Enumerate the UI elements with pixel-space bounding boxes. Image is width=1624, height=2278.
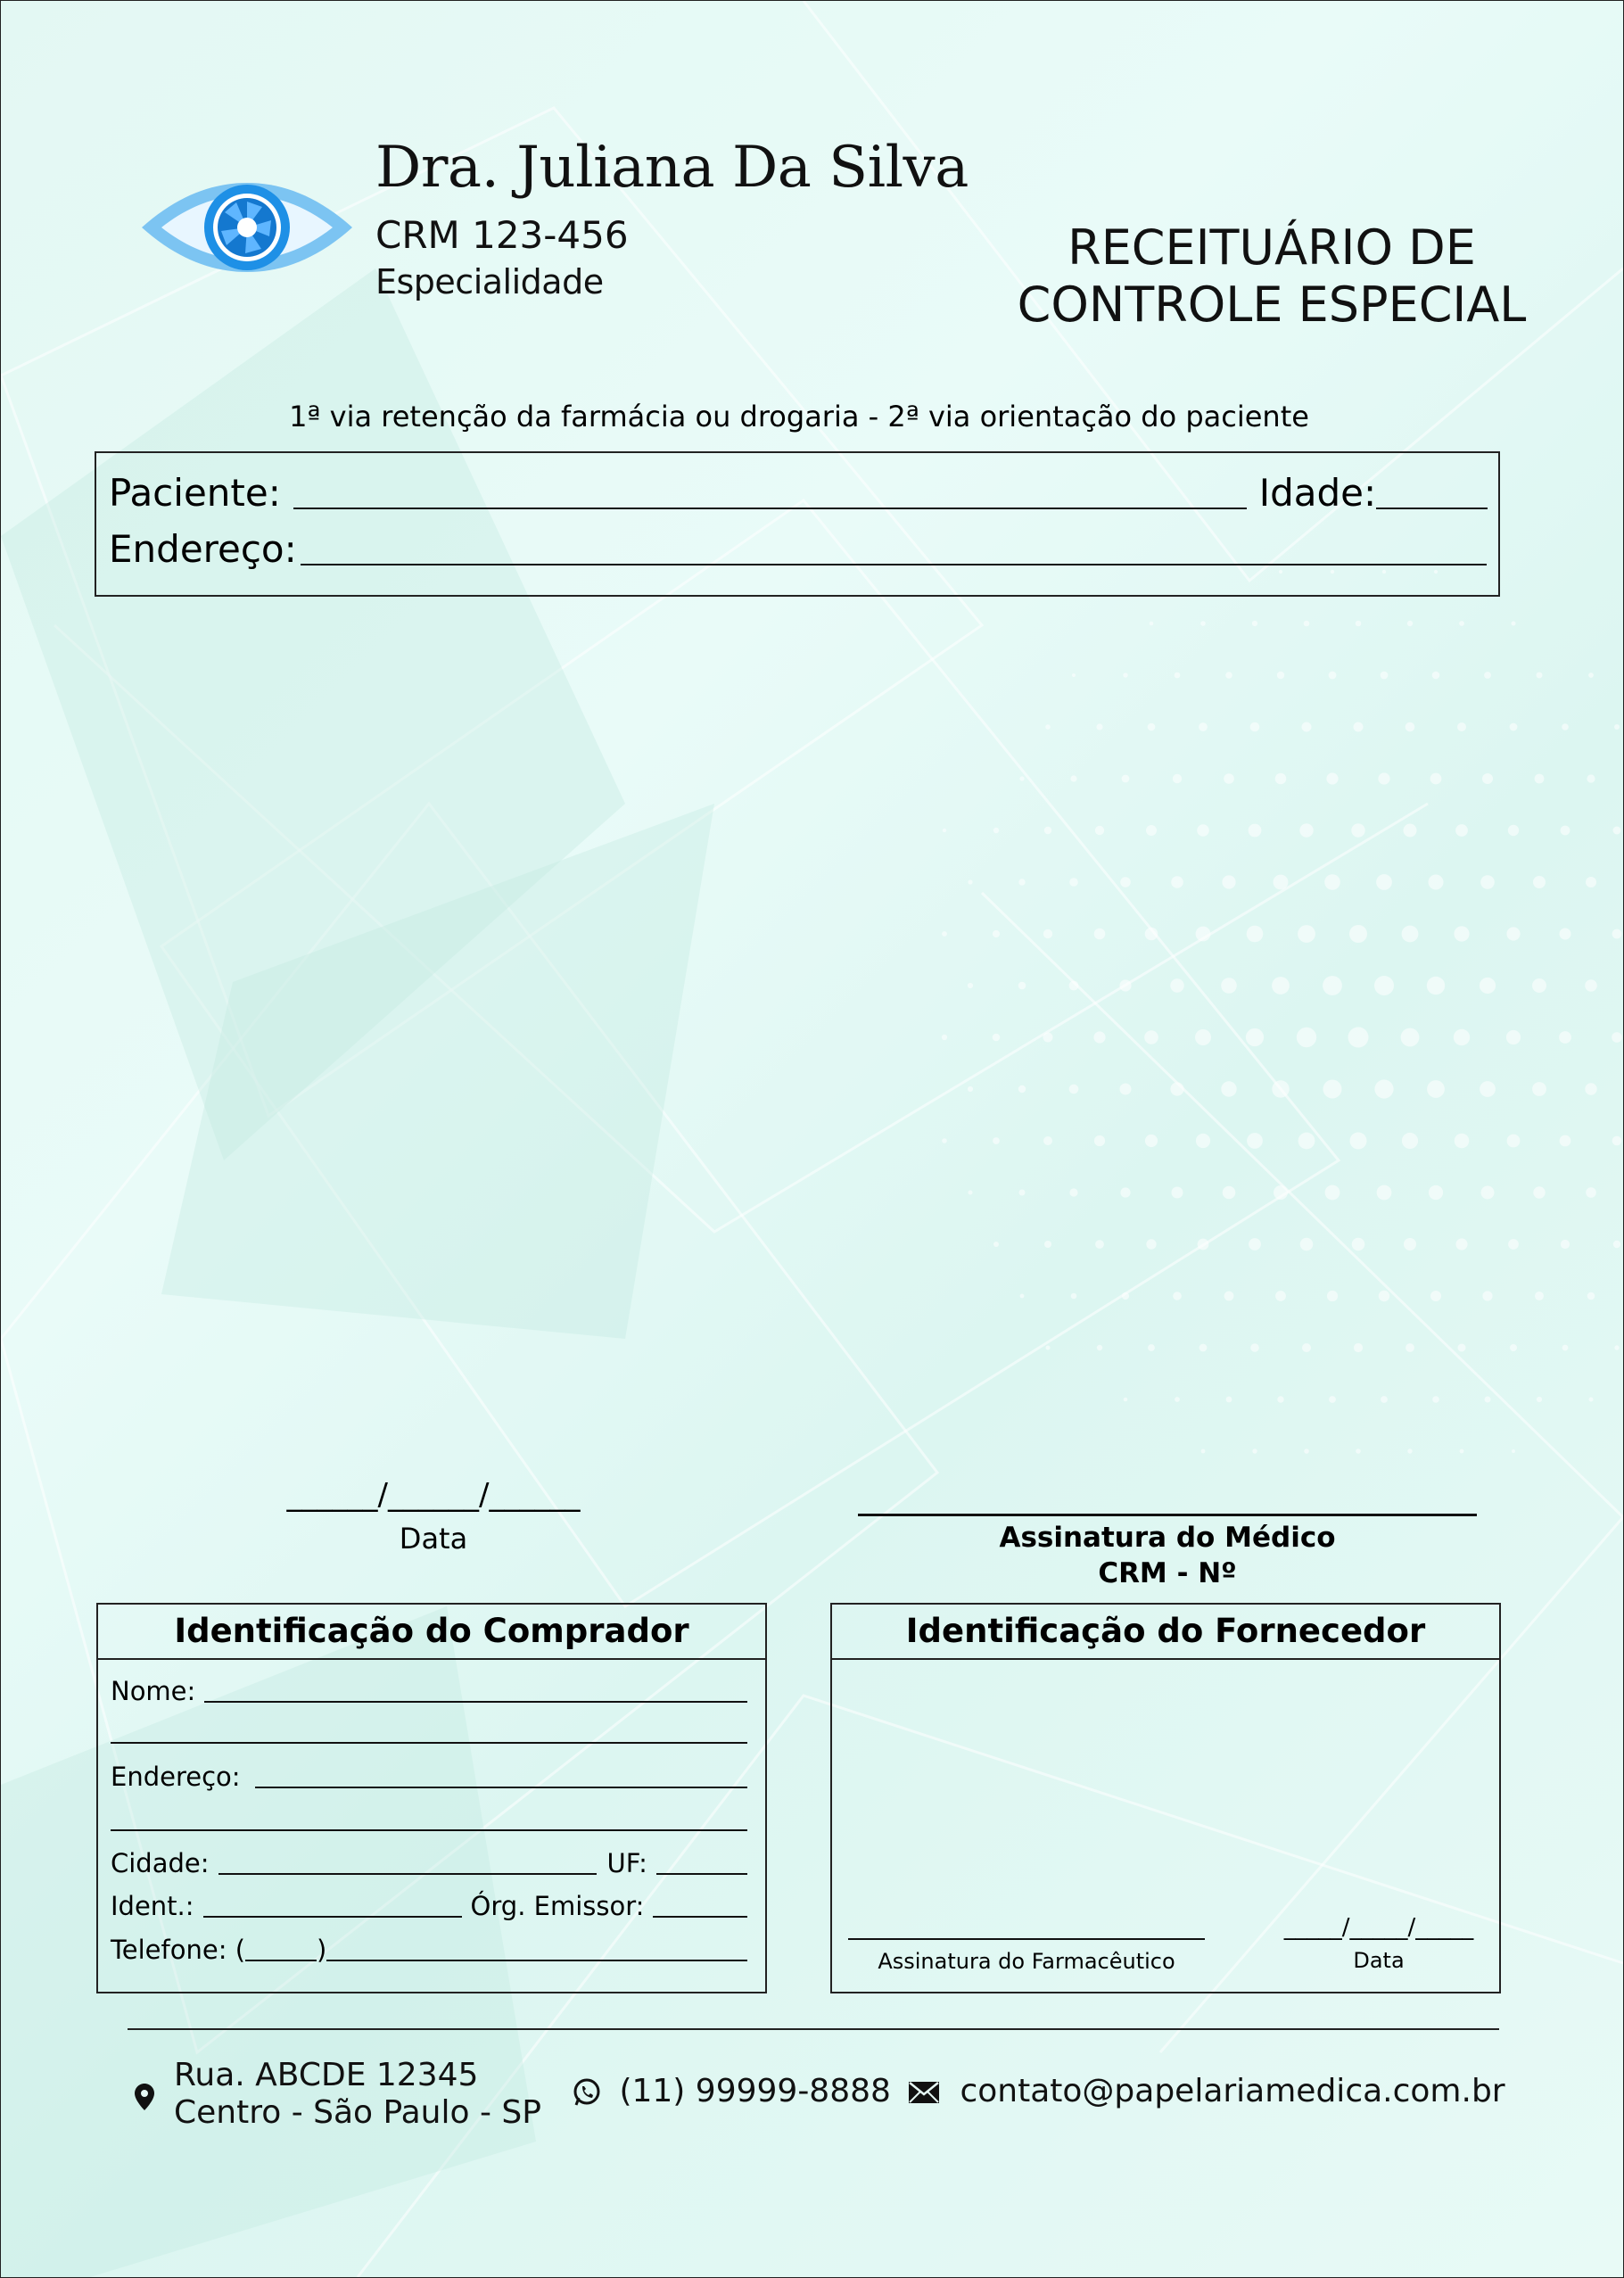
buyer-name-field[interactable]: [204, 1674, 747, 1703]
date-caption: Data: [399, 1522, 468, 1556]
patient-name-field[interactable]: [293, 474, 1247, 509]
prescription-date: [286, 1477, 581, 1556]
buyer-name-label: Nome:: [111, 1676, 196, 1706]
footer-email: [909, 2073, 1505, 2109]
buyer-ident-field[interactable]: [203, 1889, 462, 1918]
title-line-2: CONTROLE ESPECIAL: [1017, 276, 1527, 333]
eye-logo-icon: [142, 177, 352, 277]
address-line-2: Centro - São Paulo - SP: [174, 2094, 541, 2131]
buyer-uf-field[interactable]: [656, 1846, 747, 1875]
email-address[interactable]: contato@papelariamedica.com.br: [960, 2073, 1505, 2109]
doctor-name: Dra. Juliana Da Silva: [375, 135, 969, 201]
buyer-phone-area-field[interactable]: [245, 1933, 317, 1961]
buyer-identification-box: [96, 1603, 767, 1993]
supplier-date-area: [1273, 1914, 1485, 1973]
map-pin-icon: [135, 2084, 154, 2110]
doctor-crm-label: CRM - Nº: [1098, 1557, 1237, 1589]
patient-label: Paciente:: [109, 471, 281, 515]
buyer-name-field-2[interactable]: [111, 1715, 747, 1744]
buyer-address-field-2[interactable]: [111, 1803, 747, 1831]
doctor-signature-label: Assinatura do Médico: [999, 1522, 1336, 1554]
age-label: Idade:: [1258, 471, 1377, 515]
buyer-uf-label: UF:: [606, 1848, 647, 1878]
address-label: Endereço:: [109, 527, 297, 571]
patient-info-box: [95, 451, 1500, 597]
date-blank-field[interactable]: ______/______/______: [286, 1477, 581, 1513]
doctor-crm: CRM 123-456: [375, 213, 629, 257]
buyer-phone-close: ): [317, 1935, 327, 1965]
buyer-ident-label: Ident.:: [111, 1891, 194, 1921]
pharmacist-signature-area: [848, 1938, 1205, 1974]
buyer-issuer-label: Órg. Emissor:: [470, 1891, 645, 1921]
footer-phone: [572, 2073, 891, 2109]
title-line-1: RECEITUÁRIO DE: [1068, 219, 1476, 276]
whatsapp-icon: [572, 2077, 602, 2108]
copy-routing-note: 1ª via retenção da farmácia ou drogaria - 2ª via orientação do paciente: [289, 400, 1309, 433]
pharmacist-signature-label: Assinatura do Farmacêutico: [878, 1949, 1175, 1974]
doctor-specialty: Especialidade: [375, 262, 604, 301]
footer-divider: [128, 2028, 1499, 2030]
buyer-box-title: Identificação do Comprador: [98, 1605, 765, 1660]
doctor-signature-line[interactable]: [858, 1514, 1477, 1516]
buyer-city-label: Cidade:: [111, 1848, 210, 1878]
supplier-date-field[interactable]: _____/_____/_____: [1283, 1914, 1474, 1941]
address-line-1: Rua. ABCDE 12345: [174, 2057, 479, 2093]
buyer-issuer-field[interactable]: [653, 1889, 747, 1918]
doctor-signature-area: [855, 1487, 1480, 1591]
buyer-address-label: Endereço:: [111, 1762, 241, 1792]
buyer-address-field[interactable]: [255, 1760, 747, 1788]
supplier-box-title: Identificação do Fornecedor: [832, 1605, 1499, 1660]
age-field[interactable]: [1376, 474, 1488, 509]
phone-number[interactable]: (11) 99999-8888: [619, 2073, 891, 2109]
buyer-phone-label: Telefone: (: [111, 1935, 246, 1965]
envelope-icon: [909, 2082, 939, 2103]
buyer-city-field[interactable]: [218, 1846, 597, 1875]
patient-address-field[interactable]: [301, 530, 1487, 565]
supplier-date-caption: Data: [1353, 1948, 1405, 1973]
supplier-identification-box: [830, 1603, 1501, 1993]
form-title: [991, 219, 1553, 334]
buyer-phone-field[interactable]: [326, 1933, 747, 1961]
pharmacist-signature-line[interactable]: [848, 1938, 1205, 1940]
